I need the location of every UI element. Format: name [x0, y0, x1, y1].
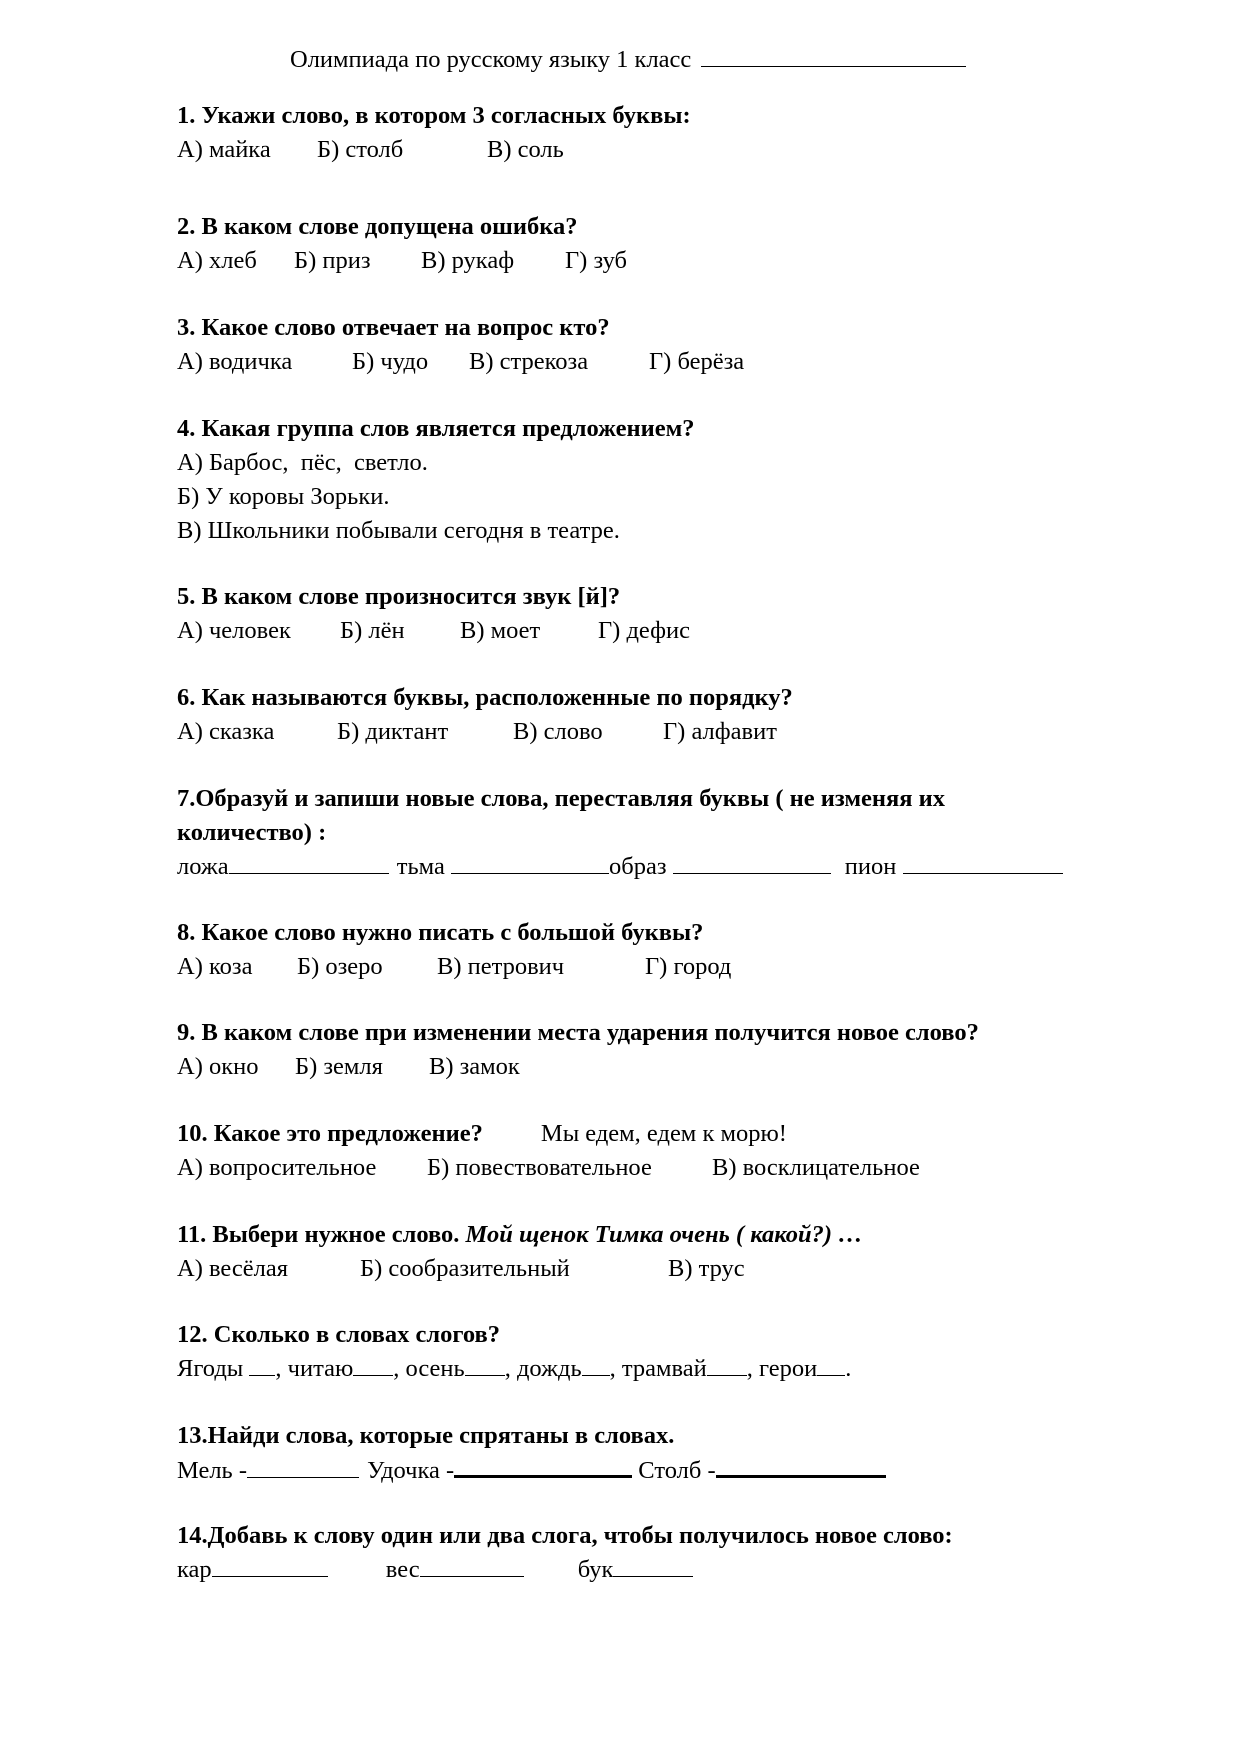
- option-a[interactable]: А) Барбос, пёс, светло.: [177, 449, 428, 476]
- answer-options: [177, 1151, 1177, 1185]
- answer-options: [177, 950, 1177, 984]
- option-c[interactable]: В) восклицательное: [712, 1154, 920, 1181]
- option-d[interactable]: Г) берёза: [649, 348, 745, 375]
- option-a[interactable]: А) окно: [177, 1053, 259, 1080]
- answer-fields: Ягоды , читаю , осень , дождь , трамвай , герои .: [177, 1355, 852, 1382]
- question-line: [177, 1117, 1177, 1151]
- answer-blank-4[interactable]: [582, 1353, 610, 1376]
- question-text: 5. В каком слове произносится звук [й]?: [177, 583, 621, 610]
- option-c[interactable]: В) Школьники побывали сегодня в театре.: [177, 517, 620, 544]
- question-text: 12. Сколько в словах слогов?: [177, 1321, 501, 1348]
- answer-options: [177, 614, 1177, 648]
- option-c[interactable]: В) замок: [429, 1053, 520, 1080]
- question-text: 1. Укажи слово, в котором 3 согласных буквы:: [177, 102, 691, 129]
- question-7: [177, 782, 1177, 884]
- word-2: тьма: [396, 853, 445, 880]
- option-b[interactable]: Б) озеро: [297, 953, 383, 980]
- answer-fields: [177, 850, 1177, 884]
- question-11: [177, 1218, 1177, 1286]
- word-3: бук: [577, 1556, 614, 1583]
- option-b[interactable]: Б) повествовательное: [427, 1154, 652, 1181]
- word-2: читаю: [287, 1355, 354, 1382]
- option-a[interactable]: А) человек: [177, 617, 291, 644]
- answer-blank-3[interactable]: [613, 1554, 693, 1577]
- question-text: 13.Найди слова, которые спрятаны в словах.: [177, 1422, 675, 1449]
- option-d[interactable]: Г) дефис: [598, 617, 690, 644]
- word-3: осень: [405, 1355, 465, 1382]
- example-sentence: Мы едем, едем к морю!: [540, 1120, 787, 1147]
- word-6: герои: [759, 1355, 818, 1382]
- option-a[interactable]: А) хлеб: [177, 247, 257, 274]
- answer-blank-2[interactable]: [451, 851, 609, 874]
- question-5: [177, 580, 1177, 648]
- question-text: 6. Как называются буквы, расположенные по порядку?: [177, 684, 793, 711]
- option-b[interactable]: Б) земля: [295, 1053, 383, 1080]
- word-3: образ: [609, 853, 667, 880]
- option-a[interactable]: А) вопросительное: [177, 1154, 377, 1181]
- option-a[interactable]: А) водичка: [177, 348, 293, 375]
- answer-blank-4[interactable]: [903, 851, 1063, 874]
- option-d[interactable]: Г) город: [645, 953, 732, 980]
- question-text: 10. Какое это предложение?: [177, 1120, 483, 1147]
- answer-blank-2[interactable]: [420, 1554, 524, 1577]
- option-c[interactable]: В) соль: [487, 136, 564, 163]
- option-b[interactable]: Б) лён: [340, 617, 405, 644]
- answer-blank-5[interactable]: [707, 1353, 747, 1376]
- question-text: 2. В каком слове допущена ошибка?: [177, 213, 578, 240]
- option-d[interactable]: Г) зуб: [565, 247, 628, 274]
- option-a[interactable]: А) коза: [177, 953, 253, 980]
- answer-blank-2[interactable]: [353, 1353, 393, 1376]
- option-c[interactable]: В) рукаф: [421, 247, 515, 274]
- answer-options: [177, 1050, 1177, 1084]
- option-b[interactable]: Б) У коровы Зорьки.: [177, 483, 390, 510]
- answer-blank-2[interactable]: [454, 1453, 632, 1478]
- question-text: 9. В каком слове при изменении места ударения получится новое слово?: [177, 1019, 979, 1046]
- question-text-line-1: 7.Образуй и запиши новые слова, переставляя буквы ( не изменяя их: [177, 785, 946, 812]
- question-3: [177, 311, 1177, 379]
- answer-fields: [177, 1453, 1177, 1488]
- option-b[interactable]: Б) чудо: [352, 348, 429, 375]
- question-12: [177, 1318, 1177, 1386]
- question-text: 8. Какое слово нужно писать с большой буквы?: [177, 919, 704, 946]
- page-title-text: Олимпиада по русскому языку 1 класс: [290, 46, 692, 73]
- option-c[interactable]: В) трус: [668, 1255, 745, 1282]
- question-text: 14.Добавь к слову один или два слога, чтобы получилось новое слово:: [177, 1522, 953, 1549]
- answer-options: [177, 133, 1177, 167]
- question-8: [177, 916, 1177, 984]
- option-a[interactable]: А) майка: [177, 136, 271, 163]
- question-text: 11. Выбери нужное слово.: [177, 1221, 460, 1248]
- option-c[interactable]: В) стрекоза: [469, 348, 589, 375]
- word-2: Удочка -: [367, 1457, 455, 1484]
- answer-blank-6[interactable]: [817, 1353, 845, 1376]
- answer-blank-1[interactable]: [247, 1455, 359, 1478]
- page-title: [290, 44, 966, 74]
- question-text: 4. Какая группа слов является предложением?: [177, 415, 695, 442]
- word-1: кар: [177, 1556, 212, 1583]
- answer-blank-1[interactable]: [212, 1554, 328, 1577]
- question-text-line-2: количество) :: [177, 819, 327, 846]
- question-6: [177, 681, 1177, 749]
- word-2: вес: [385, 1556, 420, 1583]
- question-4: [177, 412, 1177, 548]
- option-c[interactable]: В) петрович: [437, 953, 565, 980]
- option-b[interactable]: Б) столб: [317, 136, 404, 163]
- option-b[interactable]: Б) приз: [294, 247, 371, 274]
- word-4: пион: [844, 853, 897, 880]
- answer-blank-1[interactable]: [229, 851, 389, 874]
- option-a[interactable]: А) весёлая: [177, 1255, 289, 1282]
- option-b[interactable]: Б) сообразительный: [360, 1255, 570, 1282]
- word-1: Ягоды: [177, 1355, 244, 1382]
- answer-blank-3[interactable]: [673, 851, 831, 874]
- question-9: [177, 1016, 1177, 1084]
- option-c[interactable]: В) слово: [513, 718, 603, 745]
- question-text: 3. Какое слово отвечает на вопрос кто?: [177, 314, 610, 341]
- word-1: ложа: [177, 853, 229, 880]
- word-5: трамвай: [621, 1355, 707, 1382]
- answer-options: [177, 244, 1177, 278]
- name-blank[interactable]: [701, 44, 966, 67]
- question-14: [177, 1519, 1177, 1587]
- question-10: [177, 1117, 1177, 1185]
- option-a[interactable]: А) сказка: [177, 718, 275, 745]
- question-13: [177, 1419, 1177, 1488]
- answer-options: [177, 345, 1177, 379]
- option-b[interactable]: Б) диктант: [337, 718, 449, 745]
- answer-options: [177, 715, 1177, 749]
- option-c[interactable]: В) моет: [460, 617, 541, 644]
- question-1: [177, 99, 1177, 167]
- answer-blank-3[interactable]: [716, 1453, 886, 1478]
- word-3: Столб -: [638, 1457, 716, 1484]
- word-1: Мель -: [177, 1457, 248, 1484]
- question-prompt: Мой щенок Тимка очень ( какой?) …: [465, 1221, 863, 1248]
- question-2: [177, 210, 1177, 278]
- answer-blank-1[interactable]: [249, 1353, 275, 1376]
- option-d[interactable]: Г) алфавит: [663, 718, 777, 745]
- answer-blank-3[interactable]: [465, 1353, 505, 1376]
- word-4: дождь: [516, 1355, 582, 1382]
- question-line: [177, 1218, 1177, 1252]
- answer-options: [177, 1252, 1177, 1286]
- answer-fields: [177, 1553, 1177, 1587]
